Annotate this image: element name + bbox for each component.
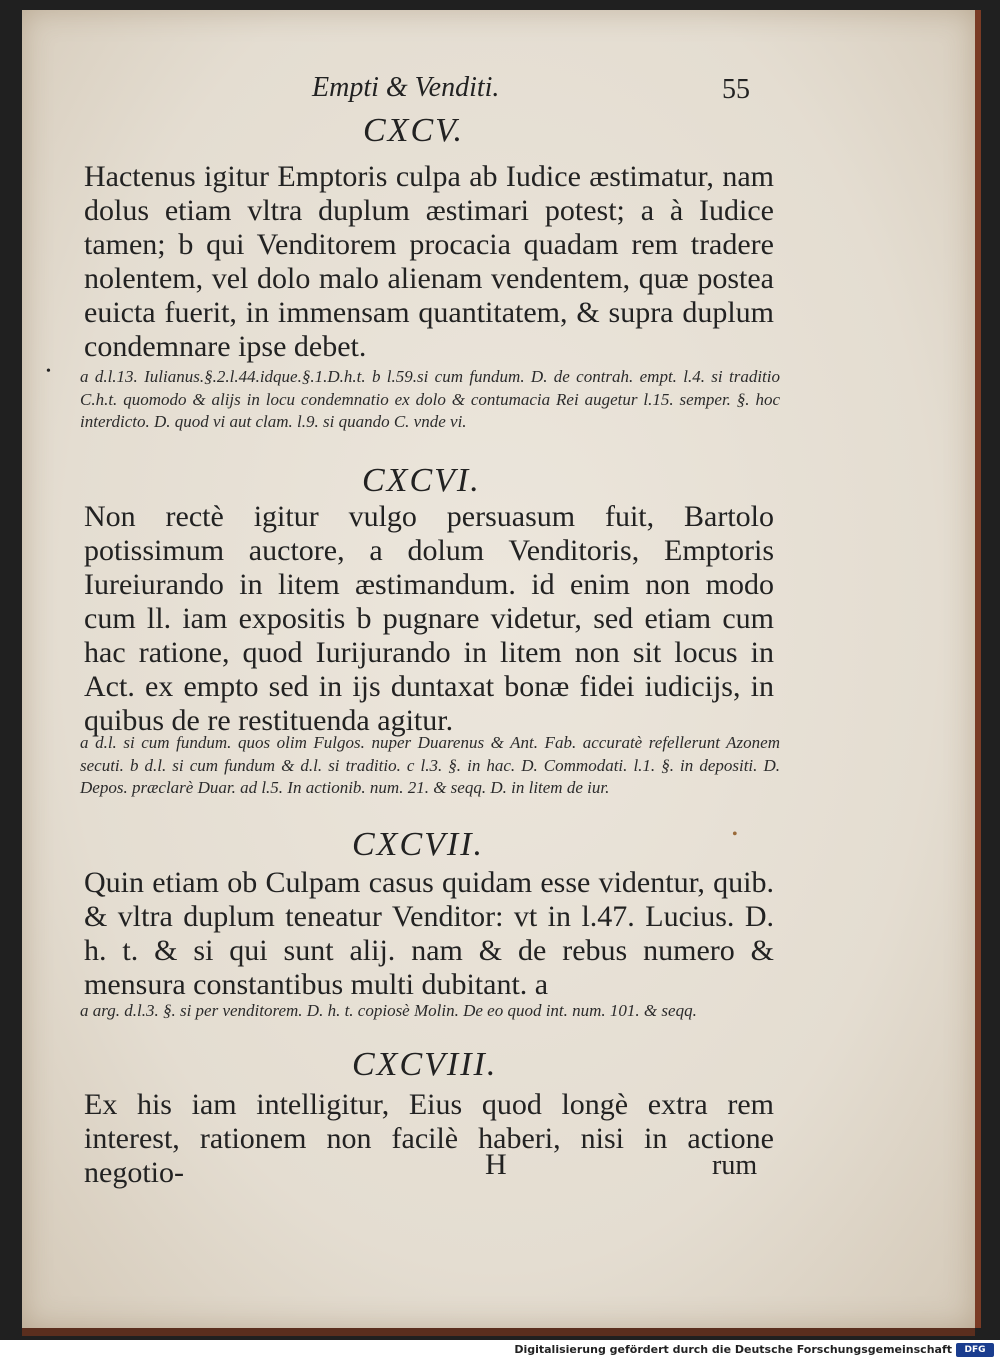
section-text-cxcv: Hactenus igitur Emptoris culpa ab Iudice æstimatur, nam dolus etiam vltra duplum æstimari potest; a à Iudice tamen; b qui Venditorem procacia quadam rem tradere nolentem, vel dolo malo alienam vendentem, quæ postea euicta fuerit, in immensam quantitatem, & supra duplum condemnare ipse debet.: [84, 160, 774, 363]
running-title: Empti & Venditi.: [312, 72, 500, 103]
catchword: rum: [712, 1150, 758, 1181]
page-edge-bottom: [22, 1328, 975, 1336]
section-text-cxcvi: Non rectè igitur vulgo persuasum fuit, Bartolo potissimum auctore, a dolum Venditoris, Emptoris Iureiurando in litem æstimandum. id enim non modo cum ll. iam expositis b pugnare videtur, sed etiam cum hac ratione, quod Iurijurando in litem non sit locus in Act. ex empto sed in ijs duntaxat bonæ fidei iudicijs, in quibus de re restituenda agitur.: [84, 500, 774, 737]
ink-spot-icon: •: [732, 826, 738, 843]
footer-credit: Digitalisierung gefördert durch die Deutsche Forschungsgemeinschaft: [514, 1343, 952, 1356]
section-text-cxcviii: Ex his iam intelligitur, Eius quod longè extra rem interest, rationem non facilè haberi, nisi in actione negotio-: [84, 1088, 774, 1189]
page-edge-right: [975, 10, 981, 1328]
section-notes-cxcvi: a d.l. si cum fundum. quos olim Fulgos. nuper Duarenus & Ant. Fab. accuratè refellerunt Azonem secuti. b d.l. si cum fundum & d.l. si traditio. c l.3. §. in hac. D. Commodati. l.1. §. in depositi. D. Depos. præclarè Duar. ad l.5. In actionib. num. 21. & seqq. D. in litem de iur.: [80, 733, 780, 797]
signature-mark: H: [485, 1148, 507, 1181]
section-heading-cxcvi: CXCVI.: [362, 462, 481, 499]
section-notes-cxcvii: a arg. d.l.3. §. si per venditorem. D. h. t. copiosè Molin. De eo quod int. num. 101. & seqq.: [80, 1001, 697, 1020]
section-heading-cxcv: CXCV.: [363, 112, 465, 149]
footer-bar: [0, 1340, 1000, 1361]
margin-mark-icon: •: [46, 364, 51, 379]
section-text-cxcvii: Quin etiam ob Culpam casus quidam esse videntur, quib. & vltra duplum teneatur Venditor: vt in l.47. Lucius. D. h. t. & si qui sunt alij. nam & de rebus numero & mensura constantibus multi dubitant. a: [84, 866, 774, 1001]
dfg-logo-icon: DFG: [956, 1343, 994, 1357]
section-heading-cxcvii: CXCVII.: [352, 826, 485, 863]
page-number: 55: [722, 74, 750, 105]
section-heading-cxcviii: CXCVIII.: [352, 1046, 498, 1083]
section-notes-cxcv: a d.l.13. Iulianus.§.2.l.44.idque.§.1.D.h.t. b l.59.si cum fundum. D. de contrah. empt. l.4. si traditio C.h.t. quomodo & alijs in locu condemnatio ex dolo & contumacia Rei augetur l.15. semper. §. hoc interdicto. D. quod vi aut clam. l.9. si quando C. vnde vi.: [80, 367, 780, 431]
